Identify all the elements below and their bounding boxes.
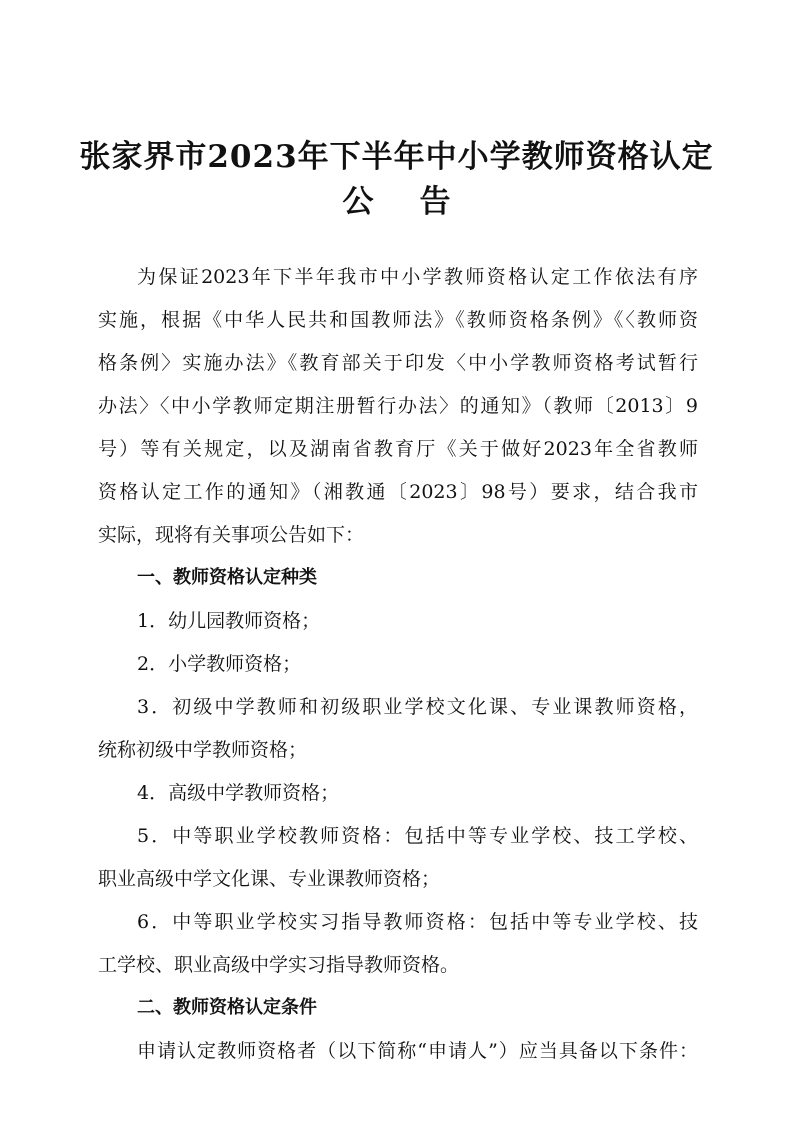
section1-item-5-cont: 职业高级中学文化课、专业课教师资格；	[98, 868, 441, 890]
intro-line-4: 办法〉〈中小学教师定期注册暂行办法〉的通知》（教师〔2013〕9	[98, 395, 698, 417]
section2-lead: 申请认定教师资格者（以下简称“申请人”）应当具备以下条件：	[137, 1040, 698, 1062]
subtitle-char-2: 告	[419, 184, 451, 220]
subtitle-char-1: 公	[342, 184, 374, 220]
section1-item-1: 1．幼儿园教师资格；	[137, 610, 321, 632]
section1-item-2: 2．小学教师资格；	[137, 653, 302, 675]
section1-item-3-cont: 统称初级中学教师资格；	[98, 739, 308, 761]
section2-heading: 二、教师资格认定条件	[137, 997, 317, 1018]
document-subtitle	[0, 182, 793, 222]
intro-line-7: 实际，现将有关事项公告如下：	[98, 524, 365, 546]
document-title: 张家界市2023年下半年中小学教师资格认定	[79, 139, 714, 175]
section1-item-6-cont: 工学校、职业高级中学实习指导教师资格。	[98, 954, 460, 976]
intro-line-3: 格条例〉实施办法》《教育部关于印发〈中小学教师资格考试暂行	[98, 352, 698, 374]
section1-item-6: 6．中等职业学校实习指导教师资格：包括中等专业学校、技	[137, 911, 698, 933]
section1-item-4: 4．高级中学教师资格；	[137, 782, 340, 804]
intro-line-6: 资格认定工作的通知》（湘教通〔2023〕98号）要求，结合我市	[98, 481, 698, 503]
intro-line-2: 实施，根据《中华人民共和国教师法》《教师资格条例》《〈教师资	[98, 309, 698, 331]
section1-heading: 一、教师资格认定种类	[137, 567, 317, 588]
intro-line-5: 号）等有关规定，以及湖南省教育厅《关于做好2023年全省教师	[98, 438, 698, 460]
section1-item-3: 3．初级中学教师和初级职业学校文化课、专业课教师资格，	[137, 696, 698, 718]
intro-line-1: 为保证2023年下半年我市中小学教师资格认定工作依法有序	[137, 266, 698, 288]
section1-item-5: 5．中等职业学校教师资格：包括中等专业学校、技工学校、	[137, 825, 698, 847]
